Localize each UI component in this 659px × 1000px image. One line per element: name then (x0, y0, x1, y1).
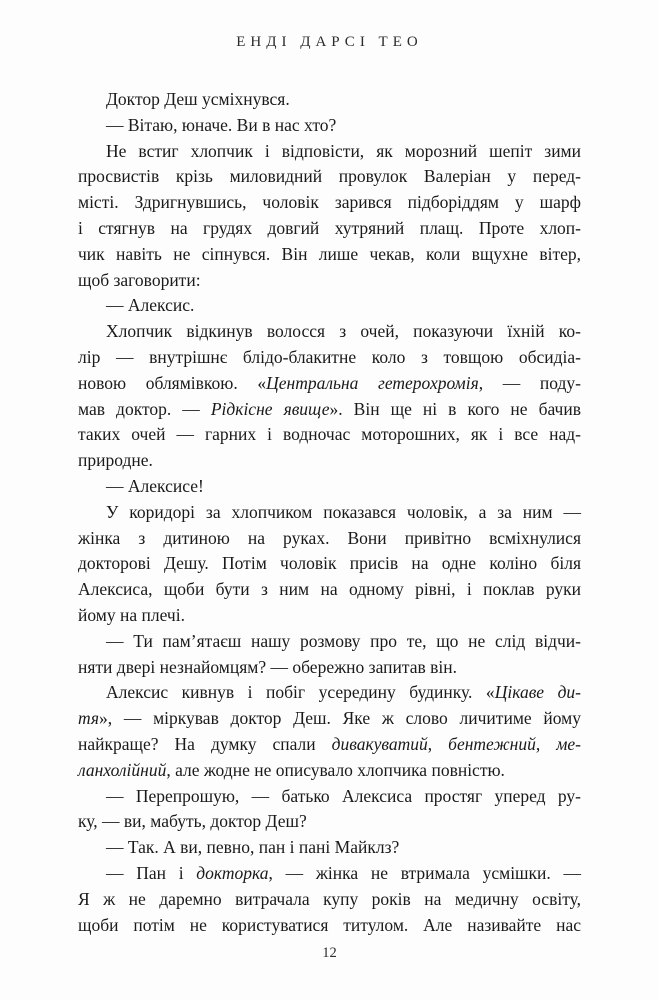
body-text: — Пан і (106, 862, 197, 883)
body-text: , але жодне не описувало хлопчика повністю. (166, 759, 505, 780)
text-line (78, 732, 581, 758)
italic-text: тя (78, 708, 99, 729)
body-text: Алексиса, щоби бути з ним на одному рівні, і поклав руки (78, 579, 581, 600)
text-line (78, 603, 581, 629)
paragraph (78, 680, 581, 783)
paragraph (78, 319, 581, 474)
text-line (78, 680, 581, 706)
text-line (78, 139, 581, 165)
paragraph (78, 861, 581, 938)
body-text: найкраще? На думку спали (78, 733, 332, 754)
text-line (78, 551, 581, 577)
text-line (78, 526, 581, 552)
italic-text: докторка (196, 862, 269, 883)
body-text: мав доктор. — (78, 398, 211, 419)
body-text: Я ж не даремно витрачала купу років на медичну освіту, (78, 888, 581, 909)
text-line (78, 87, 581, 113)
paragraph (78, 139, 581, 294)
text-line (78, 500, 581, 526)
text-line (78, 861, 581, 887)
text-line (78, 809, 581, 835)
body-text: — Вітаю, юначе. Ви в нас хто? (106, 114, 337, 135)
italic-text: ланхолійний (78, 759, 167, 780)
text-line (78, 371, 581, 397)
body-text: — Алексис. (106, 295, 195, 316)
paragraph (78, 500, 581, 629)
italic-text: дивакуватий (331, 733, 428, 754)
body-text: Алексис кивнув і побіг усередину будинку. « (106, 682, 495, 703)
running-header: ЕНДІ ДАРСІ ТЕО (236, 34, 423, 50)
text-line (78, 913, 581, 939)
body-text: , — жінка не втримала усмішки. — (268, 862, 581, 883)
text-block (78, 87, 581, 938)
text-line (78, 397, 581, 423)
text-line (78, 655, 581, 681)
paragraph (78, 629, 581, 681)
paragraph (78, 293, 581, 319)
text-line (78, 293, 581, 319)
body-text: жінка з дитиною на руках. Вони привітно всміхнулися (78, 527, 581, 548)
text-line (78, 216, 581, 242)
body-text: », — міркував доктор Деш. Яке ж слово личитиме йому (99, 708, 581, 729)
paragraph (78, 474, 581, 500)
body-text: , (535, 733, 557, 754)
text-line (78, 784, 581, 810)
text-line (78, 448, 581, 474)
body-text: , (427, 733, 449, 754)
text-line (78, 422, 581, 448)
body-text: місті. Здригнувшись, чоловік зарився підборіддям у шарф (78, 192, 581, 213)
body-text: новою облямівкою. « (78, 372, 267, 393)
italic-text: Цікаве ди- (494, 682, 581, 703)
body-text: ку, — ви, мабуть, доктор Деш? (78, 811, 307, 832)
body-text: Доктор Деш усміхнувся. (106, 89, 290, 109)
text-line (78, 577, 581, 603)
body-text: — Перепрошую, — батько Алексиса простяг уперед ру- (106, 785, 581, 806)
body-text: щоби потім не користуватися титулом. Але називайте нас (78, 914, 581, 935)
paragraph (78, 784, 581, 836)
page-number: 12 (322, 945, 337, 961)
body-text: природне. (78, 450, 153, 471)
body-text: Хлопчик відкинув волосся з очей, показуючи їхній ко- (106, 321, 581, 342)
body-text: Не встиг хлопчик і відповісти, як морозний шепіт зими (106, 140, 581, 161)
body-text: докторові Дешу. Потім чоловік присів на одне коліно біля (78, 553, 581, 574)
body-text: — Ти пам’ятаєш нашу розмову про те, що не слід відчи- (106, 630, 581, 651)
italic-text: бентежний (448, 733, 536, 754)
text-line (78, 758, 581, 784)
text-line (78, 474, 581, 500)
body-text: — Так. А ви, певно, пан і пані Майклз? (106, 837, 400, 858)
body-text: просвистів крізь миловидний провулок Валеріан у перед- (78, 166, 581, 187)
body-text: і стягнув на грудях довгий хутряний плащ. Проте хлоп- (78, 217, 581, 238)
text-line (78, 190, 581, 216)
text-line (78, 629, 581, 655)
text-line (78, 887, 581, 913)
italic-text: Рідкісне явище (210, 398, 330, 419)
body-text: — Алексисе! (106, 475, 204, 496)
text-line (78, 706, 581, 732)
text-line (78, 164, 581, 190)
paragraph (78, 113, 581, 139)
body-text: У коридорі за хлопчиком показався чоловік, а за ним — (106, 501, 581, 522)
text-line (78, 113, 581, 139)
body-text: , — поду- (478, 372, 581, 393)
body-text: щоб заговорити: (78, 269, 201, 290)
paragraph (78, 835, 581, 861)
paragraph (78, 87, 581, 113)
body-text: няти двері незнайомцям? — обережно запитав він. (78, 656, 457, 677)
text-line (78, 242, 581, 268)
text-line (78, 319, 581, 345)
body-text: лір — внутрішнє блідо-блакитне коло з товщою обсидіа- (78, 346, 581, 367)
italic-text: ме- (556, 733, 582, 754)
body-text: ». Він ще ні в кого не бачив (329, 398, 581, 419)
italic-text: Центральна гетерохромія (266, 372, 479, 393)
text-line (78, 268, 581, 294)
text-line (78, 345, 581, 371)
body-text: чик навіть не сіпнувся. Він лише чекав, коли вщухне вітер, (78, 243, 581, 264)
text-line (78, 835, 581, 861)
body-text: таких очей — гарних і водночас моторошних, як і все над- (78, 424, 581, 445)
body-text: йому на плечі. (78, 604, 185, 625)
